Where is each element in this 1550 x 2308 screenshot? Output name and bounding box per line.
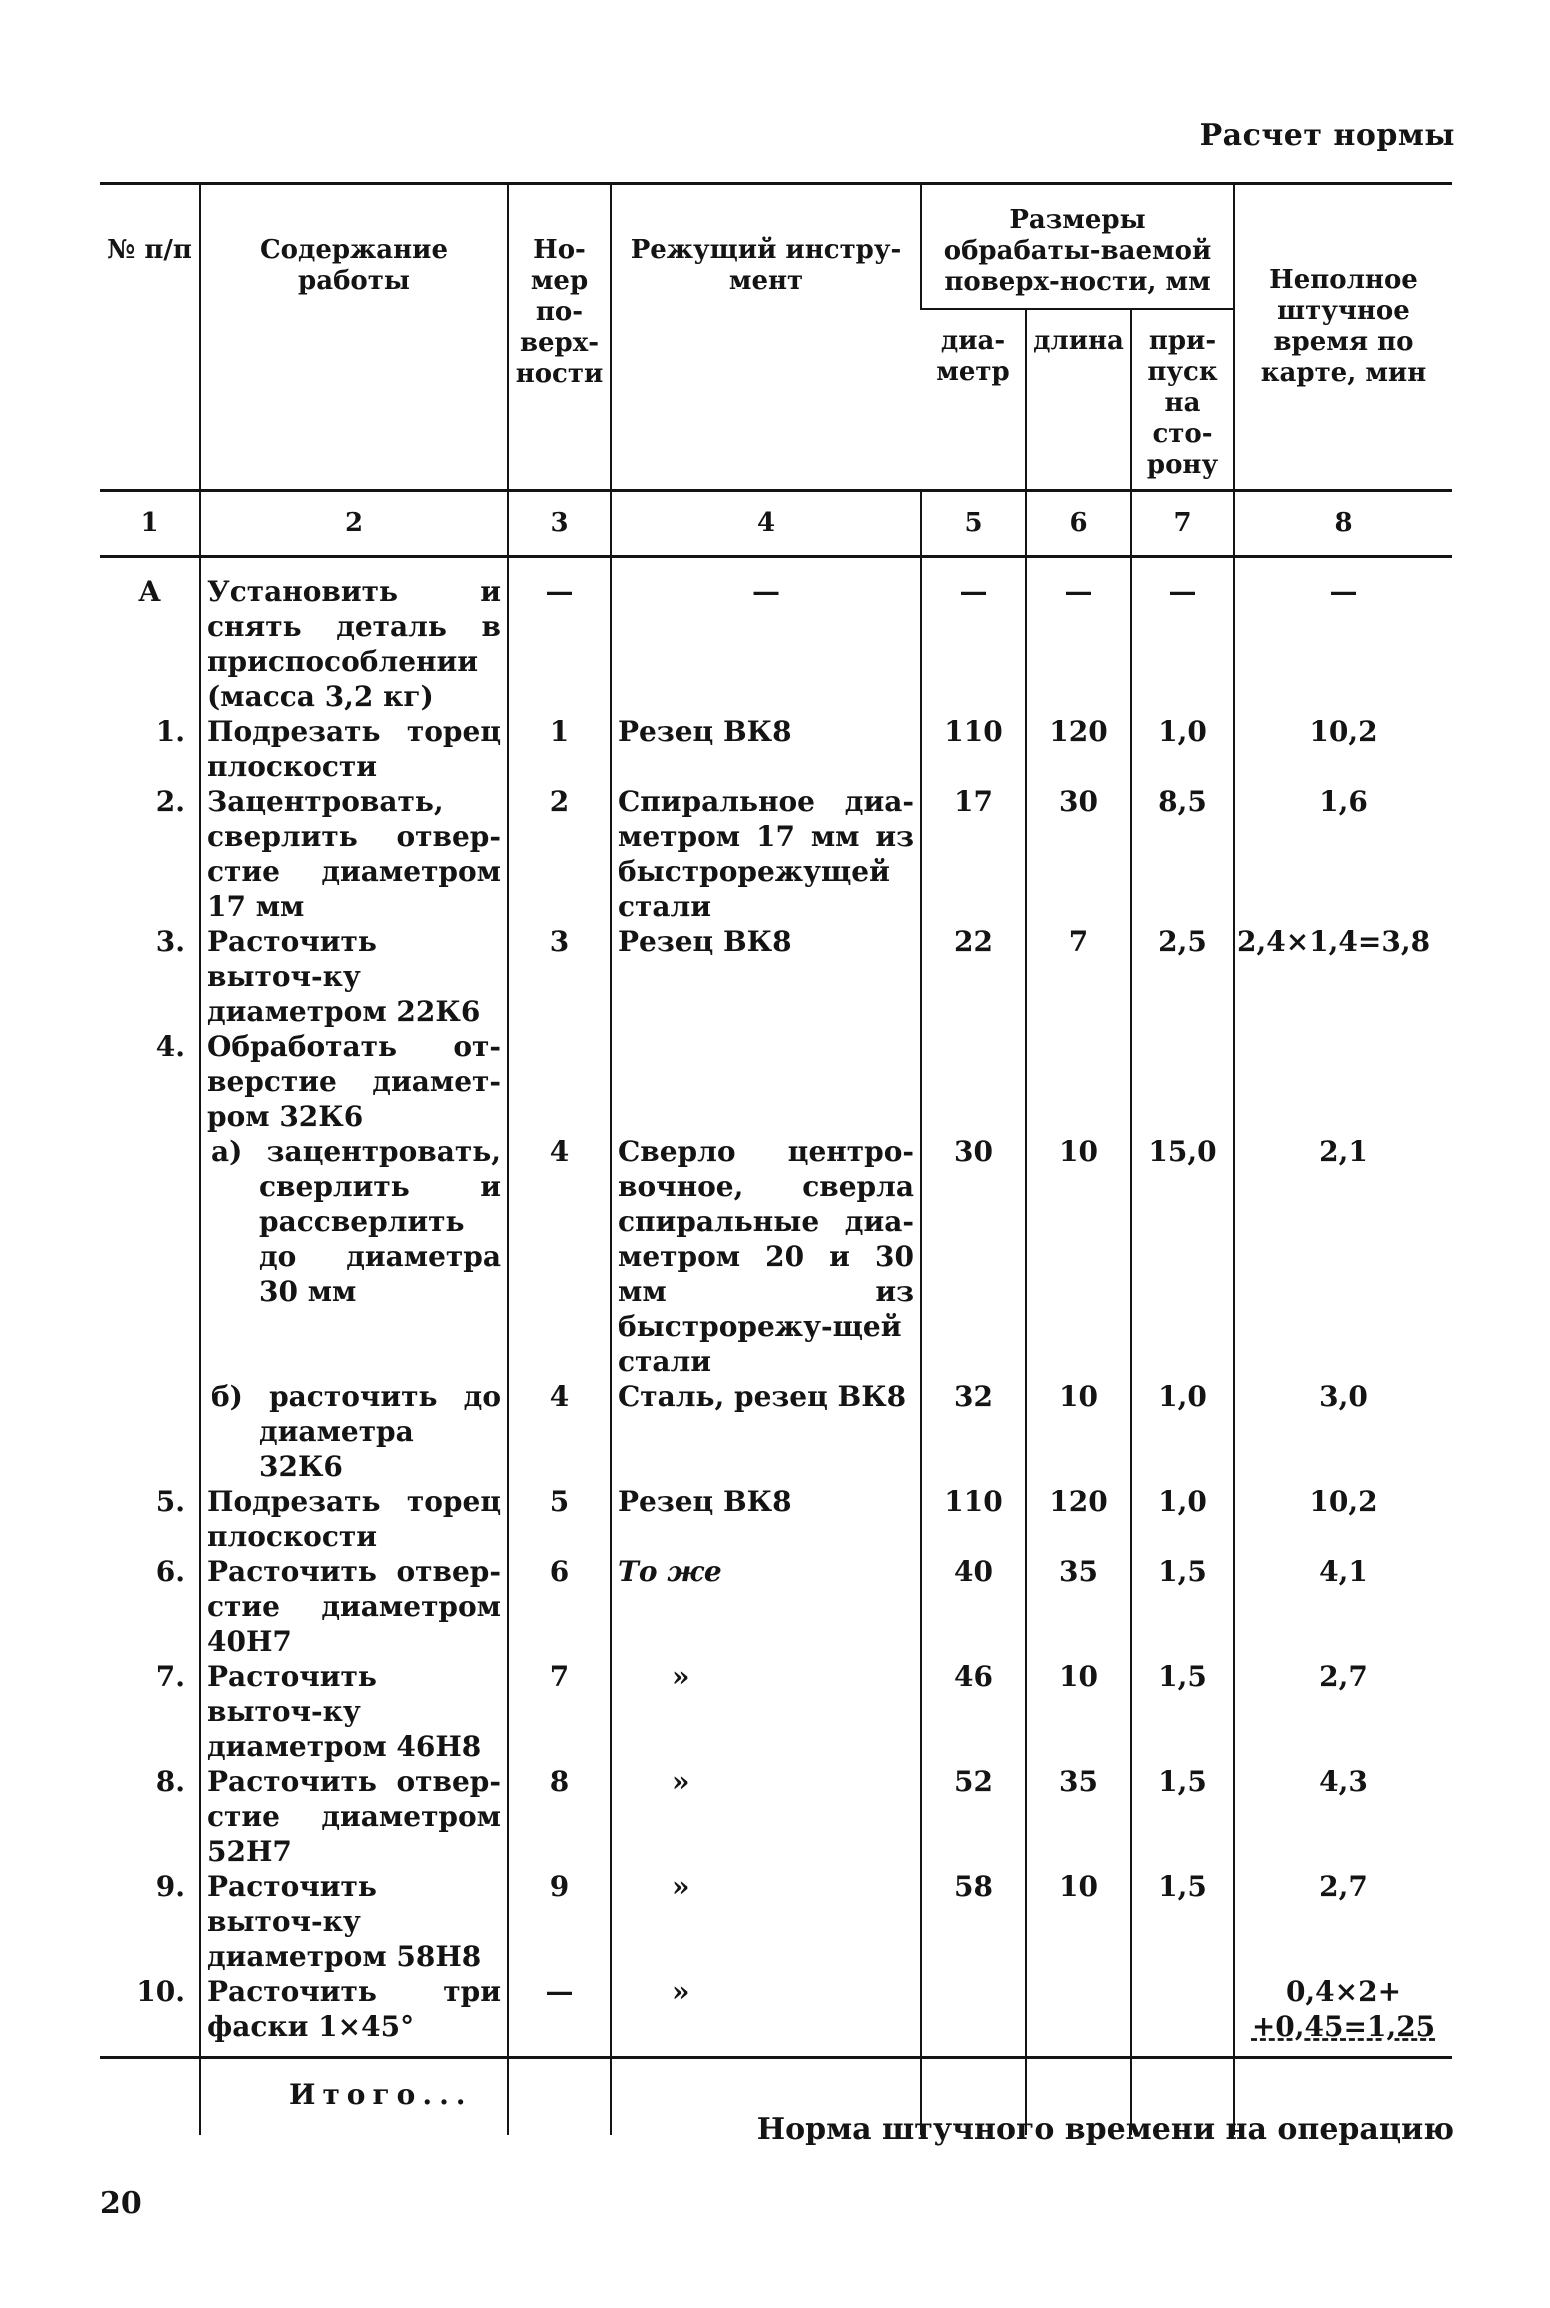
row-surface: 8	[508, 1764, 611, 1869]
row-tool: То же	[611, 1554, 921, 1659]
row-allowance: 1,5	[1131, 1554, 1234, 1659]
row-time: —	[1234, 557, 1452, 715]
row-surface: 2	[508, 784, 611, 924]
table-row	[100, 1134, 1452, 1379]
row-index: 10.	[136, 1975, 185, 2008]
row-content: Расточить отвер-стие диаметром 40Н7	[200, 1554, 508, 1659]
row-diameter: 46	[921, 1659, 1026, 1764]
norm-footer: Норма штучного времени на операцию	[756, 2112, 1454, 2147]
table-row	[100, 784, 1452, 924]
row-length: 10	[1026, 1379, 1131, 1484]
table-row	[100, 1974, 1452, 2058]
row-surface: 6	[508, 1554, 611, 1659]
column-numbers-row	[100, 491, 1452, 557]
column-number: 3	[508, 491, 611, 557]
column-number: 2	[200, 491, 508, 557]
row-allowance: 1,5	[1131, 1869, 1234, 1974]
column-number: 7	[1131, 491, 1234, 557]
row-diameter: 30	[921, 1134, 1026, 1379]
row-allowance: 8,5	[1131, 784, 1234, 924]
table-row	[100, 1659, 1452, 1764]
row-surface: 7	[508, 1659, 611, 1764]
row-diameter: 40	[921, 1554, 1026, 1659]
row-length: 10	[1026, 1659, 1131, 1764]
row-diameter: 32	[921, 1379, 1026, 1484]
row-allowance: 1,0	[1131, 1484, 1234, 1554]
col-header-work-content: Содержание работы	[200, 184, 508, 491]
row-time: 10,2	[1234, 1484, 1452, 1554]
row-index: 3.	[155, 925, 185, 958]
row-surface: 4	[508, 1379, 611, 1484]
row-index	[100, 1134, 200, 1379]
row-diameter: 52	[921, 1764, 1026, 1869]
row-surface: —	[508, 1974, 611, 2058]
row-content-sub: б) расточить до диаметра 32К6	[211, 1380, 501, 1483]
table-row	[100, 1484, 1452, 1554]
row-tool: Сталь, резец ВК8	[611, 1379, 921, 1484]
column-number: 8	[1234, 491, 1452, 557]
total-label: Итого...	[200, 2058, 508, 2136]
row-time: 2,1	[1234, 1134, 1452, 1379]
row-time	[1234, 1029, 1452, 1134]
row-content: Расточить выточ-ку диаметром 22К6	[200, 924, 508, 1029]
row-index: А	[138, 575, 161, 608]
row-content	[200, 1379, 508, 1484]
row-length: 30	[1026, 784, 1131, 924]
row-content: Подрезать торец плоскости	[200, 714, 508, 784]
row-time: 2,7	[1234, 1869, 1452, 1974]
row-surface: —	[508, 557, 611, 715]
row-index: 8.	[155, 1765, 185, 1798]
row-diameter	[921, 1974, 1026, 2058]
col-header-surface-number: Но-мер по-верх-ности	[508, 184, 611, 491]
row-allowance	[1131, 1029, 1234, 1134]
row-tool: »	[611, 1764, 921, 1869]
col-header-allowance: при-пуск на сто-рону	[1131, 309, 1234, 491]
row-time: 2,7	[1234, 1659, 1452, 1764]
row-tool: »	[611, 1659, 921, 1764]
row-time: 4,1	[1234, 1554, 1452, 1659]
table-row	[100, 1029, 1452, 1134]
table-row	[100, 1554, 1452, 1659]
col-header-time: Неполное штучное время по карте, мин	[1234, 184, 1452, 491]
row-time-line: 0,4×2+	[1285, 1975, 1402, 2008]
col-header-index: № п/п	[107, 235, 192, 265]
row-diameter	[921, 1029, 1026, 1134]
column-number: 6	[1026, 491, 1131, 557]
row-tool: Спиральное диа-метром 17 мм из быстрорежущей стали	[611, 784, 921, 924]
row-allowance: 15,0	[1131, 1134, 1234, 1379]
row-diameter: 17	[921, 784, 1026, 924]
row-tool: Резец ВК8	[611, 714, 921, 784]
row-length: 10	[1026, 1134, 1131, 1379]
row-time: 2,4×1,4=3,8	[1234, 924, 1452, 1029]
row-surface: 9	[508, 1869, 611, 1974]
row-allowance	[1131, 1974, 1234, 2058]
row-length: 35	[1026, 1554, 1131, 1659]
row-tool: —	[611, 557, 921, 715]
row-allowance: 1,0	[1131, 714, 1234, 784]
row-length: 10	[1026, 1869, 1131, 1974]
row-content	[200, 1134, 508, 1379]
row-surface: 5	[508, 1484, 611, 1554]
page-number: 20	[100, 2186, 142, 2221]
row-content: Расточить выточ-ку диаметром 58Н8	[200, 1869, 508, 1974]
row-length: —	[1026, 557, 1131, 715]
row-tool: »	[611, 1974, 921, 2058]
row-tool: Сверло центро-вочное, сверла спиральные диа-метром 20 и 30 мм из быстрорежу-щей стали	[611, 1134, 921, 1379]
table-row	[100, 1869, 1452, 1974]
row-tool: »	[611, 1869, 921, 1974]
row-content: Расточить три фаски 1×45°	[200, 1974, 508, 2058]
row-length: 120	[1026, 714, 1131, 784]
row-surface	[508, 1029, 611, 1134]
row-length: 120	[1026, 1484, 1131, 1554]
column-number: 4	[611, 491, 921, 557]
row-diameter: 110	[921, 1484, 1026, 1554]
row-index	[100, 1379, 200, 1484]
row-time: 3,0	[1234, 1379, 1452, 1484]
row-allowance: 2,5	[1131, 924, 1234, 1029]
table-row	[100, 924, 1452, 1029]
table-row	[100, 714, 1452, 784]
row-content: Расточить выточ-ку диаметром 46Н8	[200, 1659, 508, 1764]
row-content: Зацентровать, сверлить отвер-стие диаметром 17 мм	[200, 784, 508, 924]
row-time: 4,3	[1234, 1764, 1452, 1869]
row-content-sub: а) зацентровать, сверлить и рассверлить до диаметра 30 мм	[211, 1135, 501, 1308]
page-heading: Расчет нормы	[1199, 118, 1455, 153]
table-row	[100, 557, 1452, 715]
col-header-diameter: диа-метр	[936, 326, 1010, 387]
row-content: Установить и снять деталь в приспособлении (масса 3,2 кг)	[200, 557, 508, 715]
row-index: 6.	[155, 1555, 185, 1588]
row-tool: Резец ВК8	[611, 1484, 921, 1554]
row-tool: Резец ВК8	[611, 924, 921, 1029]
row-diameter: —	[921, 557, 1026, 715]
row-length: 7	[1026, 924, 1131, 1029]
row-diameter: 22	[921, 924, 1026, 1029]
row-length: 35	[1026, 1764, 1131, 1869]
row-time: 10,2	[1234, 714, 1452, 784]
column-number: 1	[100, 491, 200, 557]
col-header-cutting-tool: Режущий инстру-мент	[611, 184, 921, 491]
row-diameter: 110	[921, 714, 1026, 784]
row-index: 1.	[155, 715, 185, 748]
row-diameter: 58	[921, 1869, 1026, 1974]
row-content: Расточить отвер-стие диаметром 52Н7	[200, 1764, 508, 1869]
row-allowance: —	[1131, 557, 1234, 715]
col-header-length: длина	[1026, 309, 1131, 491]
row-content: Обработать от-верстие диамет-ром 32К6	[200, 1029, 508, 1134]
row-index: 7.	[155, 1660, 185, 1693]
row-index: 5.	[155, 1485, 185, 1518]
row-allowance: 1,5	[1131, 1659, 1234, 1764]
row-length	[1026, 1029, 1131, 1134]
total-empty-cell	[508, 2058, 611, 2136]
col-header-surface-sizes: Размеры обрабаты-ваемой поверх-ности, мм	[921, 184, 1234, 310]
row-surface: 1	[508, 714, 611, 784]
row-index: 2.	[155, 785, 185, 818]
row-tool	[611, 1029, 921, 1134]
table-row	[100, 1379, 1452, 1484]
row-allowance: 1,0	[1131, 1379, 1234, 1484]
table-row	[100, 1764, 1452, 1869]
row-content: Подрезать торец плоскости	[200, 1484, 508, 1554]
row-length	[1026, 1974, 1131, 2058]
column-number: 5	[921, 491, 1026, 557]
row-index: 9.	[155, 1870, 185, 1903]
row-time: 1,6	[1234, 784, 1452, 924]
row-surface: 4	[508, 1134, 611, 1379]
total-empty-cell	[100, 2058, 200, 2136]
row-time	[1234, 1974, 1452, 2058]
row-time-line: +0,45=1,25	[1251, 2010, 1436, 2043]
row-index: 4.	[155, 1030, 185, 1063]
row-allowance: 1,5	[1131, 1764, 1234, 1869]
row-surface: 3	[508, 924, 611, 1029]
norm-table	[100, 182, 1452, 2135]
